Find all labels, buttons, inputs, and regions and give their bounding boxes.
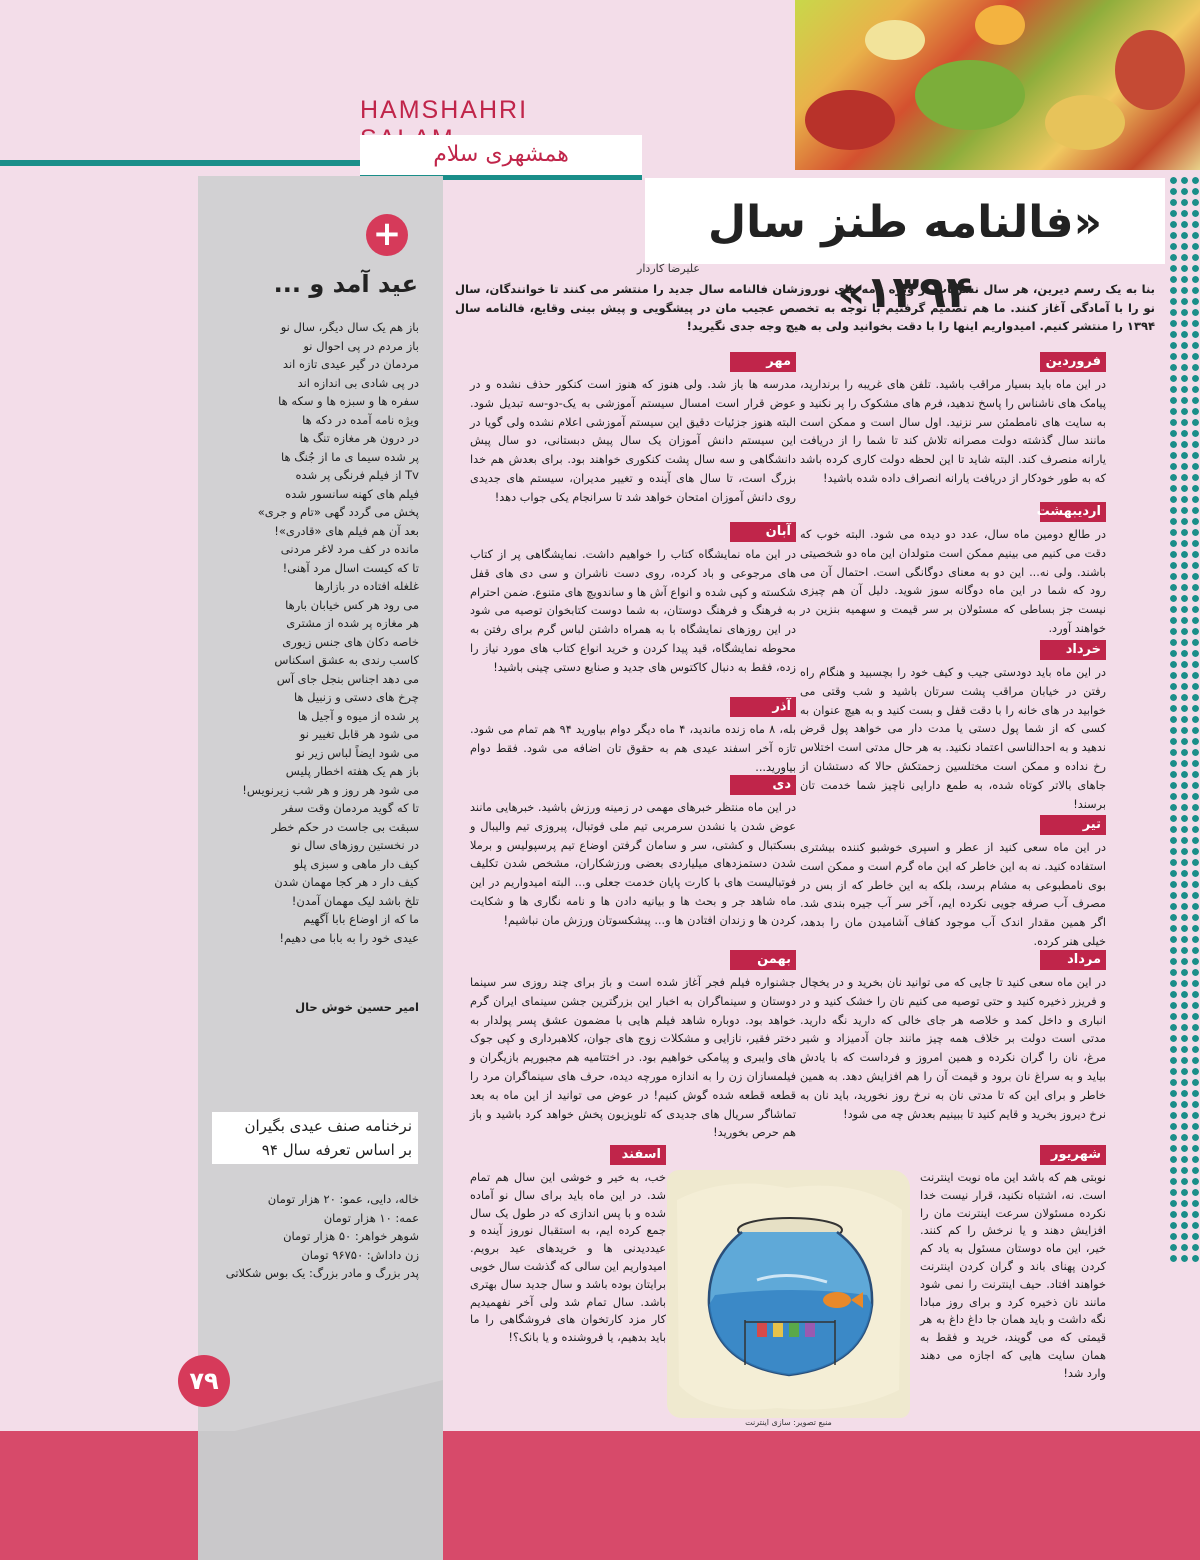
month-text-azar: بله، ۸ ماه زنده ماندید، ۴ ماه دیگر دوام بیاورید ۹۴ هم تمام می شود. تازه آخر اسفند عیدی هم به حقوق تان اضافه می شود. فقط دوام بیاورید... [470,723,796,774]
month-text-khordad: در این ماه باید دودستی جیب و کیف خود را بچسبید و هنگام راه رفتن در خیابان مراقب پشت سرتان باشید و شب وقتی می خوابید در های خانه را با دقت قفل و بست کنید و به هیچ عنوان به کسی که از شما پول دستی یا مدت دار می خواهد پول قرض ندهید و به احدالناسی اعتماد نکنید. به هر حال مدتی است اختلاس رخ نداده و ممکن است مختلسین زحمتکش حالا که دستشان از جاهای بالاتر کوتاه شده، به طمع دارایی ناچیز شما خدمت تان برسند! [800,666,1106,811]
month-heading-tir: تیر [1040,815,1106,835]
plus-icon: + [366,214,408,256]
price-item: عمه: ۱۰ هزار تومان [323,1210,419,1225]
poem-author: امیر حسین خوش حال [295,1000,419,1014]
sidebar-poem: باز هم یک سال دیگر، سال نو باز مردم در پی احوال نو مردمان در گیر عیدی تازه اند در پی شادی بی اندازه اند سفره ها و سبزه ها و سکه ها ویژه نامه آمده در دکه ها در درون هر مغازه تنگ ها پر شده سیما ی ما از جُنگ ها Tv از فیلم فرنگی پر شده فیلم های کهنه سانسور شده پخش می گردد گهی «تام و جری» بعد آن هم فیلم های «قادری»! مانده در کف مرد لاغر مردنی تا که کیست اسال مرد آهنی! غلغله افتاده در بازارها می رود هر کس خیابان بارها هر مغازه پر شده از مشتری خاصه دکان های جنس زیوری کاسب رندی به عشق اسکناس می دهد اجناس بنجل جای آس چرخ های دستی و زنبیل ها پر شده از میوه و آجیل ها می شود هر قابل تغییر نو می شود ایضاً لباس زیر نو باز هم یک هفته اخطار پلیس می شود هر روز و هر شب زیرنویس! تا که گوید مردمان وقت سفر سبقت بی جاست در حکم خطر در نخستین روزهای سال نو کیف دار ماهی و سبزی پلو کیف دار د هر کجا مهمان شدن تلخ باشد لیک مهمان آمدن! ما که از اوضاع بابا آگهیم عیدی خود را به بابا می دهیم! [242,320,419,945]
price-list-title [212,1112,418,1164]
fishbowl-icon [667,1170,910,1418]
month-heading-bahman: بهمن [730,950,796,970]
month-heading-shahrivar: شهریور [1040,1145,1106,1165]
page-number: ۷۹ [178,1355,230,1407]
month-heading-khordad: خرداد [1040,640,1106,660]
price-item: شوهر خواهر: ۵۰ هزار تومان [283,1229,419,1243]
month-heading-aban: آبان [730,522,796,542]
month-heading-farvardin: فروردین [1040,352,1106,372]
price-item: زن داداش: ۹۶۷۵۰ تومان [301,1247,419,1262]
month-heading-ordibehesht: اردیبهشت [1040,502,1106,522]
month-text-bahman: جشنواره فیلم فجر آغاز شده است و باز برای چند روزی سر سینما دوستان و سینماگران به اخبار این بزرگترین جشن سینمای ایران گرم خواهد بود. دوباره شاهد فیلم هایی با مضمون عشق پسر پولدار به دختر فقیر، نازایی و مشکلات زوج های جوان، کلاهبرداری و کپی جوک های وایبری و پیامکی خواهیم بود. در اختتامیه هم مجبوریم بازیگران و فیلمسازان زن را به اندازه مورچه دیده، حرف های سینماگران مرد را قطعه قطعه شده گوش کنیم! در عوض می توانید از این ماه به بعد تماشاگر سریال های جدیدی که تلویزیون پخش خواهد کرد باشید و باز هم حرص بخورید! [470,976,796,1140]
header-photo [795,0,1200,170]
fishbowl-illustration [667,1170,910,1418]
month-text-esfand: خب، به خیر و خوشی این سال هم تمام شد. در این ماه باید برای سال نو آماده شده و با پس اندازی که در طول یک سال جمع کرده ایم، به استقبال نوروز آینده و عیددیدنی ها و خریدهای عید برویم. امیدواریم این سالی که گذشت سال خوبی برایتان بوده باشد و سال جدید سال بهتری باشد. سال تمام شد ولی آخر نفهمیدیم کار مزد کارتخوان های فروشگاهی را ما باید بدهیم، یا فروشنده و یا بانک؟! [470,1171,666,1345]
month-text-mordad: در این ماه سعی کنید تا جایی که می توانید نان بخرید و در یخچال و فریزر ذخیره کنید و حتی توصیه می کنیم نان را خشک کنید و در انباری و داخل کمد و خلاصه هر جای خالی که دارید نگه دارید. مدتی است دولت بر خلاف همه چیز مانند جان آدمیزاد و شیر مرغ، نان را گران نکرده و همین امروز و فرداست که با یادش بیاید و به سراغ نان برود و قیمت آن را هم افزایش دهد. به همین خاطر و برای این که تا مدتی نان به نرخ روز نخورید، باید نان به نرخ دیروز بخرید و قایم کنید تا ببینیم بعدش چه می شود! [800,976,1106,1121]
month-heading-mordad: مرداد [1040,950,1106,970]
month-text-mehr: مدرسه ها باز شد. ولی هنوز که هنوز است کنکور حذف نشده و در عوض قرار است امسال سیستم آموزشی به یک-دو-سه تبدیل شود. البته هنوز جزئیات دقیق این سیستم آموزشی اعلام نشده ولی گویا در این سیستم دانش آموزان یک سال پیش دبستانی، دو سال پیش دانشگاهی و سه سال پشت کنکوری خواهند بود. برای بعدش هم خدا بزرگ است، تا سال های آینده و تغییر مدیران، سیستم های جدیدی روی دانش آموزان امتحان خواهد شد تا سرانجام یکی جواب دهد! [470,378,796,504]
brand-persian: همشهری سلام [360,135,642,180]
month-text-farvardin: در این ماه باید بسیار مراقب باشید. تلفن های غریبه را برندارید، پیامک های ناشناس را پاسخ ندهید، فرم های مشکوک را پر نکنید و به سایت های نامطمئن سر نزنید. اول سال است و ممکن است مانند سال گذشته دولت مصرانه تلاش کند تا شما را از دریافت یارانه منصرف کند. البته شاید تا این لحظه دولت کاری کرده باشد که به طور خودکار از دریافت یارانه انصراف داده شده باشید! [800,378,1106,485]
decorative-dots [1168,175,1200,1265]
month-text-ordibehesht: در طالع دومین ماه سال، عدد دو دیده می شود. البته خوب که دقت می کنیم می بینیم ممکن است متولدان این ماه دو شخصیتی باشند. ولی نه... این دو به معنای دوگانگی است. احتمال آن می رود که شما در این ماه دوگانه سوز شوید. دلیل آن هم چیزی نیست جز بساطی که مسئولان بر سر قیمت و سهمیه بنزین در خواهند آورد. [800,528,1106,635]
brand-latin: HAMSHAHRI [360,96,529,124]
month-heading-azar: آذر [730,697,796,717]
price-item: پدر بزرگ و مادر بزرگ: یک بوس شکلاتی [225,1266,419,1280]
footer-sidebar-block [198,1431,443,1560]
article-author: علیرضا کاردار [637,262,700,275]
month-text-tir: در این ماه سعی کنید از عطر و اسپری خوشبو کننده بیشتری استفاده کنید. نه به این خاطر که این ماه گرم است و ممکن است بوی نامطبوعی به مشام برسد، بلکه به این خاطر که از بس در مصرف آب صرفه جویی نکرده ایم، آخر سر آب جیره بندی شد. اگر همین مقدار اندک آب موجود کفاف آشامیدن مان را بدهد، خیلی هنر کرده. [800,841,1106,948]
article-intro: بنا به یک رسم دیرین، هر سال نشریات در ویژه نامه های نوروزشان فالنامه سال جدید را منتشر می کنند تا خوانندگان، سال نو را با آمادگی آغاز کنند. ما هم تصمیم گرفتیم با توجه به تخصص عجیب مان در پیشگویی و پیش بینی وقایع، فالنامه سال ۱۳۹۴ را منتشر کنیم. امیدواریم اینها را با دقت بخوانید ولی به هیچ وجه جدی نگیرید! [455,282,1155,333]
article-title: «فالنامه طنز سال ۱۳۹۴» [707,197,1103,318]
month-heading-mehr: مهر [730,352,796,372]
sidebar-title: عید آمد و ... [273,270,418,298]
month-heading-dey: دی [730,775,796,795]
footer-bar [0,1431,1200,1560]
price-title-line-1: نرخنامه صنف عیدی بگیران [244,1117,412,1135]
price-list [212,1190,419,1283]
month-text-aban: در این ماه نمایشگاه کتاب را خواهیم داشت. نمایشگاهی پر از کتاب های مرجوعی و باد کرده، روی دست ناشران و سی دی های قفل شکسته و کپی شده و انواع آش ها و ساندویچ های متنوع. ضمن احترام به فرهنگ و فرهنگ دوستان، به شما دوست کتابخوان توصیه می شود در این روزهای نمایشگاه با به همراه داشتن لباس گرم برای رفتن به محوطه نمایشگاه، قید پیدا کردن و خرید انواع کتاب های مورد نیاز را زده، فقط به دنبال کاکتوس های جدید و صنایع دستی چینی باشید! [470,548,796,674]
month-text-dey: در این ماه منتظر خبرهای مهمی در زمینه ورزش باشید. خبرهایی مانند عوض شدن یا نشدن سرمربی تیم ملی فوتبال، پیروزی تیم والیبال و بسکتبال و کشتی، سر و سامان گرفتن اوضاع تیم پرسپولیس و برملا شدن دستمزدهای میلیاردی بعضی ورزشکاران، مشخص شدن تکلیف فوتبالیست های با کارت پایان خدمت جعلی و... البته امیدواریم در این ماه شاهد جر و بحث ها و بیانیه دادن ها و نامه نگاری ها و شکایت کردن ها و زندان افتادن ها و... پیشکسوتان ورزش مان نباشیم! [470,801,796,927]
month-text-shahrivar: نوبتی هم که باشد این ماه نوبت اینترنت است. نه، اشتباه نکنید، قرار نیست خدا نکرده مسئولان سرعت اینترنت مان را افزایش دهند و یا نرخش را کم کنند. خیر، این ماه دوستان مسئول به یاد کم کردن پهنای باند و گران کردن اینترنت خواهند افتاد. حیف اینترنت را نمی شود مانند نان ذخیره کرد و برای روز مبادا نگه داشت و باید همان جا داغ داغ به هر قیمتی که می گویند، خرید و فقط به همان سایت هایی که اجازه می دهند وارد شد! [920,1171,1106,1380]
price-title-line-2: بر اساس تعرفه سال ۹۴ [261,1141,412,1159]
month-heading-esfand: اسفند [610,1145,666,1165]
price-item: خاله، دایی، عمو: ۲۰ هزار تومان [267,1192,419,1206]
illustration-caption: منبع تصویر: سازی اینترنت [745,1418,832,1427]
